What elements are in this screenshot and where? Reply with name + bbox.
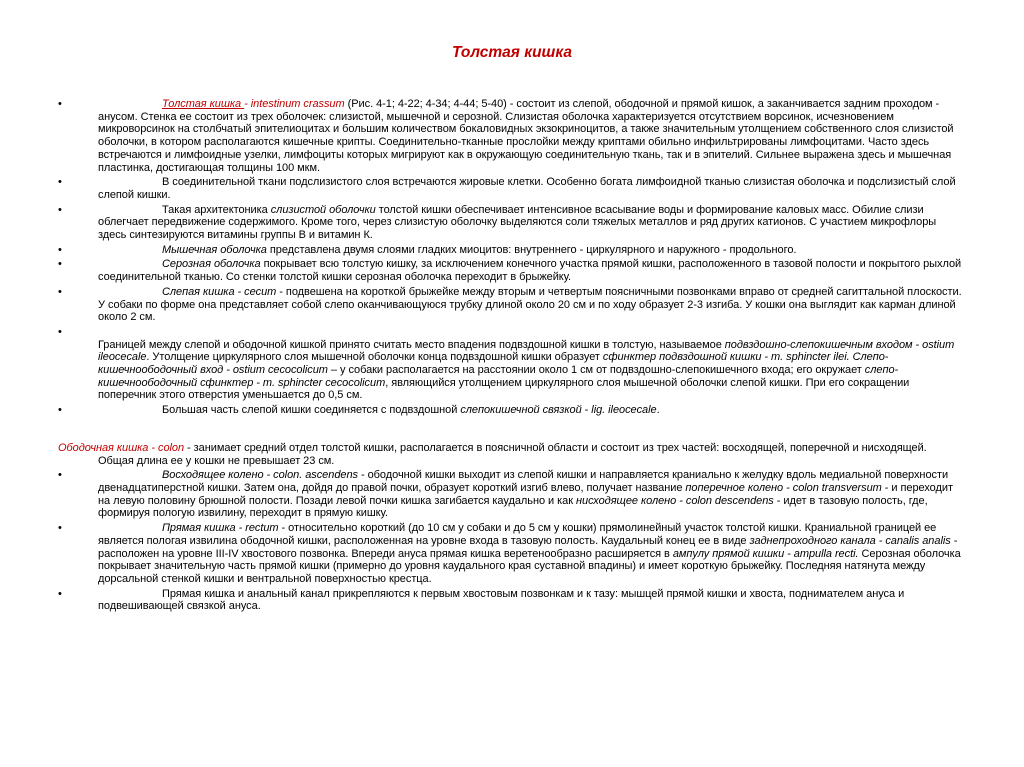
term-colon: Ободочная кишка - colon [58,441,185,454]
bullet-icon: • [58,325,62,338]
paragraph-text: покрывает всю толстую кишку, за исключением конечного участка прямой кишки, расположенного в тазовой полости и покрытого рыхлой соединительной тканью. Со стенки толстой кишки серозная оболочка переходит в брыжейку. [98,258,962,284]
list-item [58,469,963,520]
bullet-list-top [58,98,963,417]
paragraph-text: - идет в тазовую полость, где, формируя пологую извилину, переходит в прямую кишку. [98,494,928,520]
paragraph-text: - относительно короткий (до 10 см у собаки и до 5 см у кошки) прямолинейный участок толстой кишки. Краниальной границей ее является пологая извилина ободочной кишки, расположенная на уровне входа в тазовую полость. Каудальный конец ее в виде [98,522,937,547]
term-ascending-colon: Восходящее колено - colon. ascendens [162,469,358,482]
list-item [58,258,963,283]
term-ileocecal-entrance: подвздошно-слепокишечным входом - ostium ileocecale [98,338,955,364]
paragraph-text: (Рис. 4-1; 4-22; 4-34; 4-44; 5-40) - состоит из слепой, ободочной и прямой кишок, а заканчивается задним проходом - анусом. Стенка ее состоит из трех оболочек: слизистой, мышечной и серозной. Слизистая оболочка характеризуется отсутствием ворсинок, исчезновением микроворсинок на столбчатый эпителиоцитах и большим количеством бокаловидных экзокриноцитов, а также значительным утолщением собственного слоя слизистой оболочки, в котором располагаются кишечные крипты. Соединительно-тканные прослойки между криптами обильно инфильтрированы лимфоцитами. Часто здесь встречаются и лимфоидные узелки, лимфоциты которых мигрируют как в окружающую соединительную ткань, так и в эпителий. Сильнее выражена здесь и мышечная пластинка, достигающая толщины 100 мкм. [98,98,954,174]
paragraph-text: - занимает средний отдел толстой кишки, располагается в поясничной области и состоит из трех частей: восходящей, поперечной и нисходящей. Общая длина ее у кошки не превышает 23 см. [98,441,927,467]
list-item [58,98,963,174]
list-item [58,244,963,257]
list-item [58,176,963,201]
latin-term: lig. ileocecale [591,404,657,417]
bullet-icon: • [58,258,62,271]
bullet-icon: • [58,469,62,482]
term-rectum: Прямая кишка - rectum [162,522,279,535]
term-ileal-sphincter: сфинктер подвздошной кишки - m. sphincter ilei. Слепо-кишечноободочный вход - ostium cecocolicum [98,351,889,377]
term-transverse-colon: поперечное колено - colon transversum [685,481,882,494]
term-cecocolic-sphincter: слепо-кишечноободочный сфинктер - m. sphincter cecocolicum [98,364,899,389]
term-mucosa: слизистой оболочки [270,203,376,216]
bullet-list-bottom [58,469,963,613]
paragraph-text: . Утолщение циркулярного слоя мышечной оболочки конца подвздошной кишки образует [146,351,603,364]
paragraph-text: - и переходит на левую половину брюшной полости. Позади левой почки кишка загибается каудально и как [98,481,953,507]
colon-paragraph [58,442,963,467]
paragraph-text: Прямая кишка и анальный канал прикрепляются к первым хвостовым позвонкам и к тазу: мышцей прямой кишки и хвоста, поднимателем ануса и подвешивающей связкой ануса. [98,587,905,613]
bullet-icon: • [58,243,62,256]
list-item [58,286,963,324]
paragraph-text: - расположен на уровне III-IV хвостового позвонка. Впереди ануса прямая кишка веретенообразно расширяется в [98,534,958,560]
bullet-icon: • [58,203,62,216]
paragraph-text: Границей между слепой и ободочной кишкой принято считать место впадения подвздошной кишки в толстую, называемое [98,338,725,351]
paragraph-text: - [581,404,592,417]
term-descending-colon: нисходящее колено - colon descendens [576,494,774,507]
list-item [58,204,963,242]
bullet-icon: • [58,587,62,600]
page-title: Толстая кишка [451,44,572,61]
bullet-icon: • [58,285,62,298]
term-ileocecal-ligament: слепокишечной связкой [460,404,582,417]
bullet-icon: • [58,176,62,189]
paragraph-text: - ободочной кишки выходит из слепой кишки и направляется краниально к желудку вдоль медиальной поверхности двенадцатиперстной кишки. Затем она, дойдя до правой почки, образует короткий изгиб влево, получает название [98,469,949,494]
term-cecum: Слепая кишка - cecum [162,285,277,298]
paragraph-text: толстой кишки обеспечивает интенсивное всасывание воды и формирование каловых масс. Обилие слизи облегчает передвижение содержимого. Кроме того, через слизистую оболочку выделяются соли тяжелых металлов и ряд других катионов. С участием микрофлоры здесь синтезируются витамины группы В и витамин К. [98,203,937,242]
term-serosa: Серозная оболочка [162,258,261,271]
bullet-icon: • [58,404,62,417]
paragraph-text: . [656,404,660,417]
paragraph-text: представлена двумя слоями гладких миоцитов: внутреннего - циркулярного и наружного - продольного. [266,243,797,256]
paragraph-text: , являющийся утолщением циркулярного слоя мышечной оболочки слепой кишки. При его сокращении поперечник этого отверстия уменьшается до 0,5 см. [98,376,910,402]
term-anal-canal: заднепроходного канала - canalis analis [749,534,951,547]
paragraph-text: Такая архитектоника [162,203,271,216]
bullet-icon: • [58,522,62,535]
term-rectal-ampulla: ампулу прямой кишки - ampulla recti. [672,547,859,560]
paragraph-text: В соединительной ткани подслизистого слоя встречаются жировые клетки. Особенно богата лимфоидной тканью слизистая оболочка и подслизистый слой слепой кишки. [98,176,956,201]
term-large-intestine: Толстая кишка [162,98,245,110]
list-item [58,522,963,586]
paragraph-text: Большая часть слепой кишки соединяется с подвздошной [162,404,461,417]
paragraph-text: – у собаки располагается на расстоянии около 1 см от подвздошно-слепокишечного входа; его окружает [327,364,865,377]
document-body [58,98,963,615]
latin-term: - intestinum crassum [244,98,348,110]
list-item [58,326,963,402]
paragraph-text: Серозная оболочка покрывает значительную часть прямой кишки (примерно до уровня каудального края суставной впадины) и имеет короткую брыжейку. Последняя натянута между дорсальной стенкой кишки и вентральной поверхностью крестца. [98,547,961,585]
paragraph-text: - подвешена на короткой брыжейке между вторым и четвертым поясничными позвонками вправо от средней сагиттальной плоскости. У собаки по форме она представляет собой слепо оканчивающуюся трубку длиной около 20 см и по ходу образует 2-3 изгиба. У кошки она выглядит как карман длиной около 2 см. [98,285,962,324]
bullet-icon: • [58,98,62,110]
list-item [58,588,963,613]
list-item [58,404,963,417]
term-muscular: Мышечная оболочка [162,243,267,256]
